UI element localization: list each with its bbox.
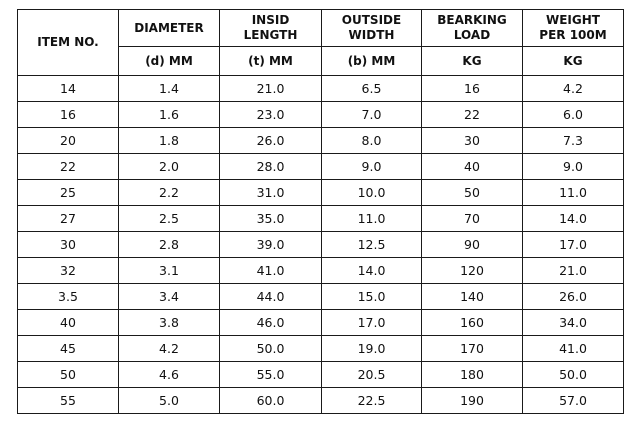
cell-outside-width: 14.0 — [322, 258, 422, 284]
table-row — [18, 258, 624, 284]
cell-item-no: 45 — [18, 336, 119, 362]
table-row — [18, 180, 624, 206]
cell-bearking-load: 22 — [422, 102, 523, 128]
cell-diameter: 4.6 — [119, 362, 220, 388]
cell-weight: 34.0 — [523, 310, 624, 336]
unit-bearking-load: KG — [422, 47, 523, 76]
cell-weight: 26.0 — [523, 284, 624, 310]
header-bearking-load-line2: LOAD — [453, 28, 491, 42]
cell-outside-width: 15.0 — [322, 284, 422, 310]
cell-diameter: 2.5 — [119, 206, 220, 232]
cell-weight: 6.0 — [523, 102, 624, 128]
cell-insid-length: 50.0 — [220, 336, 322, 362]
cell-weight: 17.0 — [523, 232, 624, 258]
cell-weight: 4.2 — [523, 76, 624, 102]
header-insid-length — [220, 10, 322, 47]
header-insid-length-line1: INSID — [251, 13, 290, 27]
header-weight-line1: WEIGHT — [546, 13, 600, 27]
table-header — [18, 10, 624, 76]
cell-item-no: 22 — [18, 154, 119, 180]
table-row — [18, 128, 624, 154]
cell-outside-width: 19.0 — [322, 336, 422, 362]
cell-bearking-load: 190 — [422, 388, 523, 414]
table-row — [18, 284, 624, 310]
table-body — [18, 76, 624, 414]
cell-bearking-load: 50 — [422, 180, 523, 206]
unit-diameter: (d) MM — [119, 47, 220, 76]
cell-diameter: 1.4 — [119, 76, 220, 102]
unit-weight: KG — [523, 47, 624, 76]
cell-bearking-load: 160 — [422, 310, 523, 336]
table-row — [18, 154, 624, 180]
cell-item-no: 50 — [18, 362, 119, 388]
cell-diameter: 3.8 — [119, 310, 220, 336]
cell-item-no: 55 — [18, 388, 119, 414]
cell-weight: 41.0 — [523, 336, 624, 362]
cell-insid-length: 28.0 — [220, 154, 322, 180]
cell-diameter: 3.4 — [119, 284, 220, 310]
cell-insid-length: 60.0 — [220, 388, 322, 414]
header-outside-width-line1: OUTSIDE — [341, 13, 402, 27]
cell-bearking-load: 70 — [422, 206, 523, 232]
cell-bearking-load: 40 — [422, 154, 523, 180]
cell-bearking-load: 170 — [422, 336, 523, 362]
cell-outside-width: 12.5 — [322, 232, 422, 258]
cell-outside-width: 8.0 — [322, 128, 422, 154]
cell-insid-length: 35.0 — [220, 206, 322, 232]
header-outside-width-line2: WIDTH — [348, 28, 395, 42]
table-row — [18, 102, 624, 128]
header-row — [18, 10, 624, 47]
cell-insid-length: 21.0 — [220, 76, 322, 102]
cell-outside-width: 9.0 — [322, 154, 422, 180]
cell-diameter: 1.8 — [119, 128, 220, 154]
header-bearking-load — [422, 10, 523, 47]
cell-insid-length: 46.0 — [220, 310, 322, 336]
cell-insid-length: 31.0 — [220, 180, 322, 206]
cell-bearking-load: 180 — [422, 362, 523, 388]
spec-table — [17, 9, 624, 414]
cell-item-no: 27 — [18, 206, 119, 232]
cell-bearking-load: 16 — [422, 76, 523, 102]
cell-diameter: 2.0 — [119, 154, 220, 180]
table-row — [18, 310, 624, 336]
cell-item-no: 25 — [18, 180, 119, 206]
cell-insid-length: 39.0 — [220, 232, 322, 258]
table-row — [18, 362, 624, 388]
cell-bearking-load: 30 — [422, 128, 523, 154]
cell-item-no: 30 — [18, 232, 119, 258]
cell-item-no: 16 — [18, 102, 119, 128]
cell-diameter: 5.0 — [119, 388, 220, 414]
header-weight-line2: PER 100M — [539, 28, 607, 42]
cell-insid-length: 23.0 — [220, 102, 322, 128]
cell-diameter: 1.6 — [119, 102, 220, 128]
cell-insid-length: 26.0 — [220, 128, 322, 154]
unit-insid-length: (t) MM — [220, 47, 322, 76]
cell-diameter: 2.8 — [119, 232, 220, 258]
cell-outside-width: 22.5 — [322, 388, 422, 414]
cell-item-no: 20 — [18, 128, 119, 154]
cell-item-no: 40 — [18, 310, 119, 336]
cell-weight: 57.0 — [523, 388, 624, 414]
cell-bearking-load: 90 — [422, 232, 523, 258]
cell-insid-length: 44.0 — [220, 284, 322, 310]
table-row — [18, 76, 624, 102]
header-diameter: DIAMETER — [119, 10, 220, 47]
table-row — [18, 206, 624, 232]
cell-weight: 50.0 — [523, 362, 624, 388]
header-bearking-load-line1: BEARKING — [437, 13, 507, 27]
cell-diameter: 3.1 — [119, 258, 220, 284]
cell-weight: 11.0 — [523, 180, 624, 206]
cell-outside-width: 10.0 — [322, 180, 422, 206]
table-row — [18, 336, 624, 362]
cell-insid-length: 55.0 — [220, 362, 322, 388]
table-row — [18, 388, 624, 414]
header-outside-width — [322, 10, 422, 47]
cell-bearking-load: 120 — [422, 258, 523, 284]
cell-outside-width: 6.5 — [322, 76, 422, 102]
header-item-no: ITEM NO. — [18, 10, 119, 76]
cell-outside-width: 11.0 — [322, 206, 422, 232]
cell-item-no: 32 — [18, 258, 119, 284]
cell-item-no: 3.5 — [18, 284, 119, 310]
cell-outside-width: 17.0 — [322, 310, 422, 336]
cell-weight: 21.0 — [523, 258, 624, 284]
cell-diameter: 2.2 — [119, 180, 220, 206]
cell-diameter: 4.2 — [119, 336, 220, 362]
cell-weight: 9.0 — [523, 154, 624, 180]
unit-outside-width: (b) MM — [322, 47, 422, 76]
table-row — [18, 232, 624, 258]
cell-weight: 14.0 — [523, 206, 624, 232]
header-weight — [523, 10, 624, 47]
cell-outside-width: 20.5 — [322, 362, 422, 388]
cell-outside-width: 7.0 — [322, 102, 422, 128]
header-insid-length-line2: LENGTH — [243, 28, 298, 42]
cell-insid-length: 41.0 — [220, 258, 322, 284]
cell-item-no: 14 — [18, 76, 119, 102]
cell-bearking-load: 140 — [422, 284, 523, 310]
cell-weight: 7.3 — [523, 128, 624, 154]
